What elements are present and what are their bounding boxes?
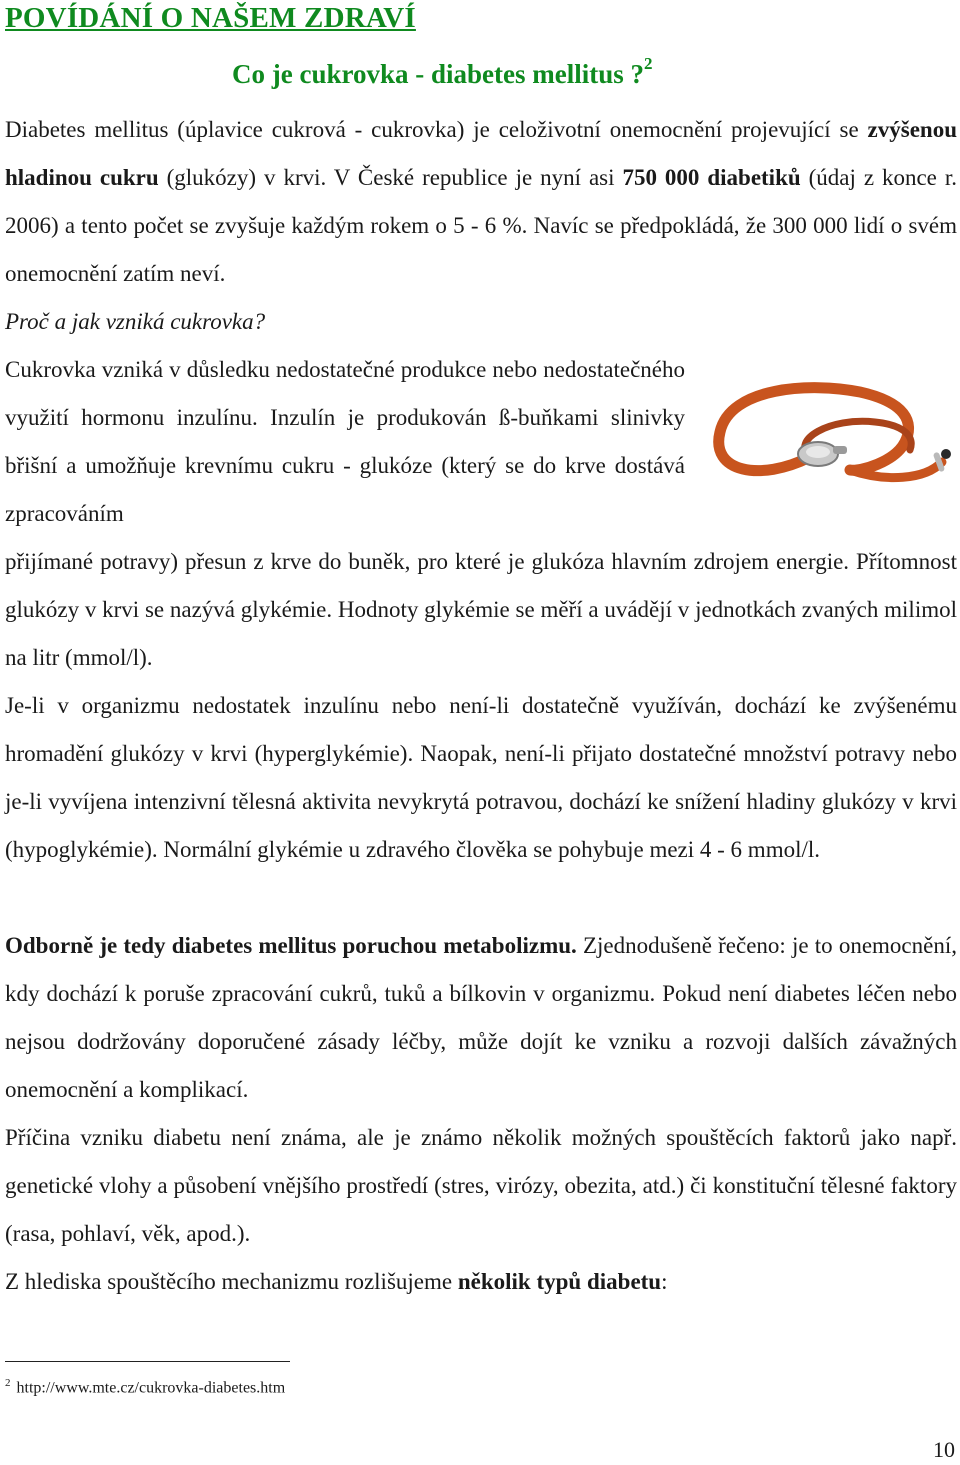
- intro-bold-2: 750 000 diabetiků: [622, 165, 801, 190]
- types-intro-paragraph: [5, 1258, 957, 1306]
- types-text-2: :: [661, 1269, 668, 1294]
- glucose-paragraph: Je-li v organizmu nedostatek inzulínu nebo není-li dostatečně využíván, dochází ke zvýšenému hromadění glukózy v krvi (hyperglykémie). Naopak, není-li přijato dostatečné množství potravy nebo je-li vyvíjena intenzivní tělesná aktivita nevykrytá potravou, dochází ke snížení hladiny glukózy v krvi (hypoglykémie). Normální glykémie u zdravého člověka se pohybuje mezi 4 - 6 mmol/l.: [5, 693, 957, 862]
- risk-factors-paragraph: Příčina vzniku diabetu není známa, ale je známo několik možných spouštěcích faktorů jako např. genetické vlohy a působení vnějšího prostředí (stres, virózy, obezita, atd.) či konstituční tělesné faktory (rasa, pohlaví, věk, apod.).: [5, 1125, 957, 1246]
- intro-text-1: Diabetes mellitus (úplavice cukrová - cukrovka) je celoživotní onemocnění projevující se: [5, 117, 868, 142]
- footnote-number: 2: [5, 1377, 11, 1389]
- title-footnote-ref: 2: [644, 54, 653, 73]
- section-header: POVÍDÁNÍ O NAŠEM ZDRAVÍ: [5, 2, 416, 34]
- intro-bold-1: zvýšenou hladinou cukru: [5, 117, 957, 190]
- footnote-link[interactable]: http://www.mte.cz/cukrovka-diabetes.htm: [16, 1379, 286, 1397]
- intro-text-2: (glukózy) v krvi. V České republice je nyní asi: [158, 165, 623, 190]
- article-title-text: Co je cukrovka - diabetes mellitus ?: [232, 59, 644, 89]
- cause-paragraph-wrapped: Cukrovka vzniká v důsledku nedostatečné produkce nebo nedostatečného využití hormonu inzulínu. Inzulín je produkován ß-buňkami slinivky břišní a umožňuje krevnímu cukru - glukóze (který se do krve dostává zpracováním: [5, 357, 685, 526]
- types-text-1: Z hlediska spouštěcího mechanizmu rozlišujeme: [5, 1269, 458, 1294]
- subheading: Proč a jak vzniká cukrovka?: [5, 309, 266, 334]
- stethoscope-icon: [700, 362, 958, 512]
- footnote-divider: [5, 1361, 290, 1362]
- footnote: [5, 1377, 285, 1397]
- stethoscope-chestpiece: [798, 442, 847, 466]
- cause-paragraph-continued: přijímané potravy) přesun z krve do buněk, pro které je glukóza hlavním zdrojem energie. Přítomnost glukózy v krvi se nazývá glykémie. Hodnoty glykémie se měří a uvádějí v jednotkách zvaných milimol na litr (mmol/l).: [5, 549, 957, 670]
- intro-text-3: (údaj z konce r. 2006) a tento počet se zvyšuje každým rokem o 5 - 6 %. Navíc se předpokládá, že 300 000 lidí o svém onemocnění zatím neví.: [5, 165, 957, 286]
- metabolism-paragraph: [5, 922, 957, 1114]
- metabolism-text: Zjednodušeně řečeno: je to onemocnění, kdy dochází k poruše zpracování cukrů, tuků a bílkovin v organizmu. Pokud není diabetes léčen nebo nejsou dodržovány doporučené zásady léčby, může dojít ke vzniku a rozvoji dalších závažných onemocnění a komplikací.: [5, 933, 957, 1102]
- article-title: [232, 54, 653, 90]
- intro-paragraph: [5, 106, 957, 298]
- types-bold: několik typů diabetu: [457, 1269, 662, 1294]
- metabolism-bold: Odborně je tedy diabetes mellitus poruchou metabolizmu.: [5, 933, 577, 958]
- page-number: 10: [933, 1437, 955, 1462]
